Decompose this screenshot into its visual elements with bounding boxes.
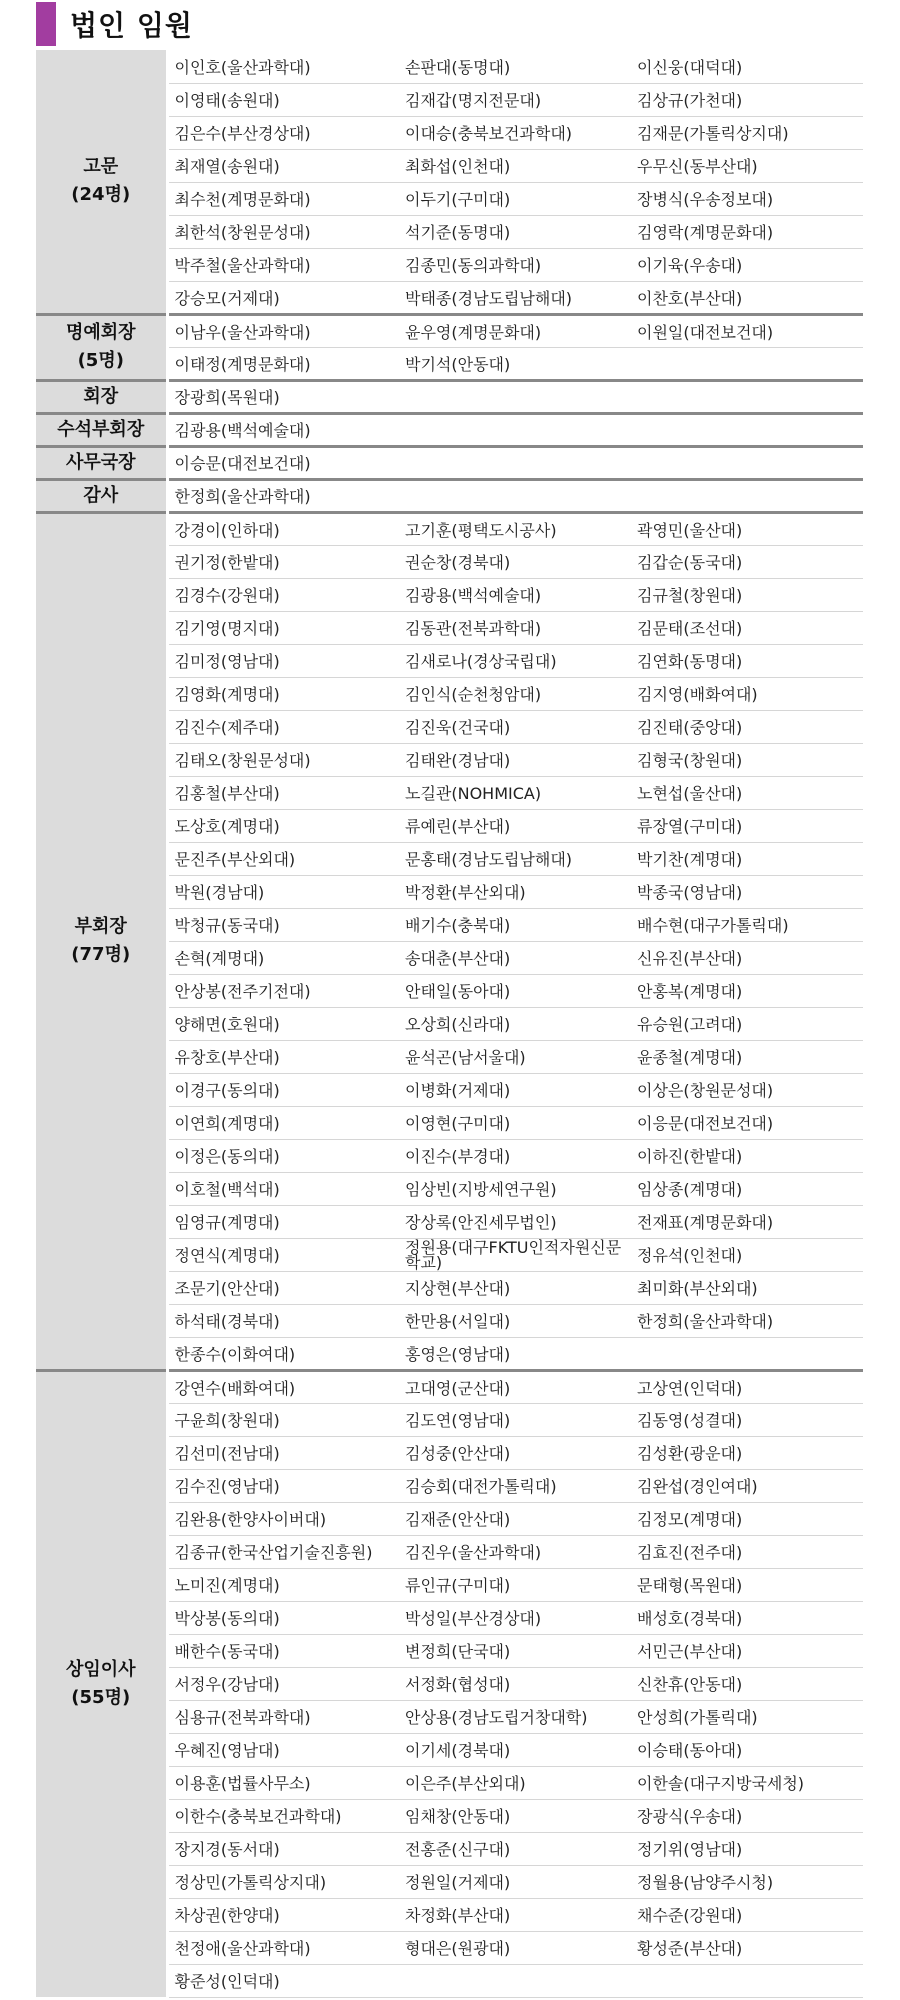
role-name: 수석부회장 bbox=[57, 418, 145, 440]
table-row bbox=[36, 512, 863, 545]
member-cell bbox=[631, 1964, 863, 1997]
member-cell: 이기세(경북대) bbox=[399, 1733, 631, 1766]
member-cell: 장상록(안진세무법인) bbox=[399, 1205, 631, 1238]
member-cell: 류예린(부산대) bbox=[399, 809, 631, 842]
member-cell: 이진수(부경대) bbox=[399, 1139, 631, 1172]
member-cell: 윤석곤(남서울대) bbox=[399, 1040, 631, 1073]
role-count: (24명) bbox=[71, 184, 131, 206]
member-cell: 정기위(영남대) bbox=[631, 1832, 863, 1865]
member-cell: 장광희(목원대) bbox=[167, 380, 399, 413]
role-count: (77명) bbox=[71, 944, 131, 965]
member-cell: 박성일(부산경상대) bbox=[399, 1601, 631, 1634]
member-cell: 김인식(순천청암대) bbox=[399, 677, 631, 710]
member-cell: 강승모(거제대) bbox=[167, 281, 399, 314]
member-cell: 정상민(가톨릭상지대) bbox=[167, 1865, 399, 1898]
member-cell: 김수진(영남대) bbox=[167, 1469, 399, 1502]
member-cell: 김승회(대전가톨릭대) bbox=[399, 1469, 631, 1502]
member-cell: 고기훈(평택도시공사) bbox=[399, 512, 631, 545]
member-cell: 김진태(중앙대) bbox=[631, 710, 863, 743]
table-row bbox=[36, 1370, 863, 1403]
role-name: 부회장 bbox=[74, 916, 127, 938]
member-cell: 이용훈(법률사무소) bbox=[167, 1766, 399, 1799]
member-cell: 강연수(배화여대) bbox=[167, 1370, 399, 1403]
member-cell: 안상용(경남도립거창대학) bbox=[399, 1700, 631, 1733]
member-cell: 이남우(울산과학대) bbox=[167, 314, 399, 347]
member-cell: 배한수(동국대) bbox=[167, 1634, 399, 1667]
title-accent-bar bbox=[36, 2, 56, 46]
member-cell: 우혜진(영남대) bbox=[167, 1733, 399, 1766]
member-cell: 이응문(대전보건대) bbox=[631, 1106, 863, 1139]
member-cell: 박원(경남대) bbox=[167, 875, 399, 908]
member-cell: 서정우(강남대) bbox=[167, 1667, 399, 1700]
member-cell: 배기수(충북대) bbox=[399, 908, 631, 941]
member-cell: 류장열(구미대) bbox=[631, 809, 863, 842]
member-cell: 김동관(전북과학대) bbox=[399, 611, 631, 644]
member-cell: 권기정(한밭대) bbox=[167, 545, 399, 578]
member-cell: 서민근(부산대) bbox=[631, 1634, 863, 1667]
member-cell: 김완섭(경인여대) bbox=[631, 1469, 863, 1502]
table-row bbox=[36, 413, 863, 446]
member-cell: 한만용(서일대) bbox=[399, 1304, 631, 1337]
member-cell: 김종규(한국산업기술진흥원) bbox=[167, 1535, 399, 1568]
member-cell: 안상봉(전주기전대) bbox=[167, 974, 399, 1007]
member-cell: 김광용(백석예술대) bbox=[399, 578, 631, 611]
member-cell: 김재갑(명지전문대) bbox=[399, 83, 631, 116]
table-row bbox=[36, 50, 863, 83]
member-cell: 박종국(영남대) bbox=[631, 875, 863, 908]
member-cell: 박주철(울산과학대) bbox=[167, 248, 399, 281]
member-cell: 손판대(동명대) bbox=[399, 50, 631, 83]
member-cell: 문진주(부산외대) bbox=[167, 842, 399, 875]
member-cell: 오상희(신라대) bbox=[399, 1007, 631, 1040]
role-cell bbox=[36, 314, 167, 380]
member-cell: 하석태(경북대) bbox=[167, 1304, 399, 1337]
member-cell: 박청규(동국대) bbox=[167, 908, 399, 941]
member-cell: 전재표(계명문화대) bbox=[631, 1205, 863, 1238]
role-cell bbox=[36, 380, 167, 413]
member-cell: 한종수(이화여대) bbox=[167, 1337, 399, 1370]
member-cell: 정원일(거제대) bbox=[399, 1865, 631, 1898]
member-cell: 김정모(계명대) bbox=[631, 1502, 863, 1535]
member-cell: 고상연(인덕대) bbox=[631, 1370, 863, 1403]
member-cell: 이정은(동의대) bbox=[167, 1139, 399, 1172]
member-cell: 김홍철(부산대) bbox=[167, 776, 399, 809]
member-cell: 김영화(계명대) bbox=[167, 677, 399, 710]
member-cell: 최미화(부산외대) bbox=[631, 1271, 863, 1304]
member-cell bbox=[631, 347, 863, 380]
member-cell: 이대승(충북보건과학대) bbox=[399, 116, 631, 149]
member-cell: 송대춘(부산대) bbox=[399, 941, 631, 974]
role-cell bbox=[36, 50, 167, 314]
member-cell: 윤종철(계명대) bbox=[631, 1040, 863, 1073]
member-cell: 유창호(부산대) bbox=[167, 1040, 399, 1073]
member-cell bbox=[399, 413, 631, 446]
member-cell: 김성환(광운대) bbox=[631, 1436, 863, 1469]
member-cell: 조문기(안산대) bbox=[167, 1271, 399, 1304]
member-cell: 이상은(창원문성대) bbox=[631, 1073, 863, 1106]
member-cell: 서정화(협성대) bbox=[399, 1667, 631, 1700]
member-cell: 김연화(동명대) bbox=[631, 644, 863, 677]
member-cell bbox=[399, 479, 631, 512]
role-cell bbox=[36, 413, 167, 446]
role-name: 회장 bbox=[83, 385, 119, 407]
member-cell: 배성호(경북대) bbox=[631, 1601, 863, 1634]
member-cell: 최화섭(인천대) bbox=[399, 149, 631, 182]
member-cell: 김선미(전남대) bbox=[167, 1436, 399, 1469]
member-cell: 이기육(우송대) bbox=[631, 248, 863, 281]
member-cell: 박정환(부산외대) bbox=[399, 875, 631, 908]
member-cell: 형대은(원광대) bbox=[399, 1931, 631, 1964]
member-cell: 김기영(명지대) bbox=[167, 611, 399, 644]
member-cell: 이병화(거제대) bbox=[399, 1073, 631, 1106]
member-cell: 이영현(구미대) bbox=[399, 1106, 631, 1139]
member-cell bbox=[631, 1337, 863, 1370]
member-cell: 신찬휴(안동대) bbox=[631, 1667, 863, 1700]
member-cell: 김상규(가천대) bbox=[631, 83, 863, 116]
member-cell: 이인호(울산과학대) bbox=[167, 50, 399, 83]
member-cell: 김지영(배화여대) bbox=[631, 677, 863, 710]
member-cell bbox=[399, 1964, 631, 1997]
member-cell: 안홍복(계명대) bbox=[631, 974, 863, 1007]
member-cell: 김영락(계명문화대) bbox=[631, 215, 863, 248]
member-cell: 우무신(동부산대) bbox=[631, 149, 863, 182]
member-cell: 안태일(동아대) bbox=[399, 974, 631, 1007]
member-cell: 이승태(동아대) bbox=[631, 1733, 863, 1766]
role-cell bbox=[36, 479, 167, 512]
member-cell: 구윤희(창원대) bbox=[167, 1403, 399, 1436]
table-row bbox=[36, 446, 863, 479]
member-cell: 김진수(제주대) bbox=[167, 710, 399, 743]
member-cell: 정연식(계명대) bbox=[167, 1238, 399, 1271]
table-row bbox=[36, 479, 863, 512]
member-cell: 이찬호(부산대) bbox=[631, 281, 863, 314]
role-count: (5명) bbox=[77, 350, 124, 371]
member-cell: 차상권(한양대) bbox=[167, 1898, 399, 1931]
member-cell: 김문태(조선대) bbox=[631, 611, 863, 644]
member-cell: 안성희(가톨릭대) bbox=[631, 1700, 863, 1733]
role-count: (55명) bbox=[71, 1687, 131, 1708]
member-cell: 신유진(부산대) bbox=[631, 941, 863, 974]
member-cell: 김진욱(건국대) bbox=[399, 710, 631, 743]
member-cell: 문태형(목원대) bbox=[631, 1568, 863, 1601]
member-cell bbox=[631, 380, 863, 413]
member-cell: 황준성(인덕대) bbox=[167, 1964, 399, 1997]
role-name: 사무국장 bbox=[65, 451, 136, 473]
member-cell: 지상현(부산대) bbox=[399, 1271, 631, 1304]
member-cell: 김은수(부산경상대) bbox=[167, 116, 399, 149]
member-cell: 박태종(경남도립남해대) bbox=[399, 281, 631, 314]
member-cell: 곽영민(울산대) bbox=[631, 512, 863, 545]
member-cell: 김경수(강원대) bbox=[167, 578, 399, 611]
member-cell: 전홍준(신구대) bbox=[399, 1832, 631, 1865]
member-cell: 황성준(부산대) bbox=[631, 1931, 863, 1964]
member-cell: 박상봉(동의대) bbox=[167, 1601, 399, 1634]
member-cell: 김형국(창원대) bbox=[631, 743, 863, 776]
role-cell bbox=[36, 446, 167, 479]
member-cell bbox=[631, 446, 863, 479]
member-cell: 문홍태(경남도립남해대) bbox=[399, 842, 631, 875]
member-cell: 김재준(안산대) bbox=[399, 1502, 631, 1535]
role-name: 명예회장 bbox=[65, 322, 136, 344]
member-cell bbox=[631, 413, 863, 446]
member-cell: 정월용(남양주시청) bbox=[631, 1865, 863, 1898]
member-cell: 이신웅(대덕대) bbox=[631, 50, 863, 83]
member-cell: 양해면(호원대) bbox=[167, 1007, 399, 1040]
member-cell: 최수천(계명문화대) bbox=[167, 182, 399, 215]
member-cell: 이승문(대전보건대) bbox=[167, 446, 399, 479]
role-name: 상임이사 bbox=[65, 1659, 136, 1681]
member-cell: 차정화(부산대) bbox=[399, 1898, 631, 1931]
member-cell: 이경구(동의대) bbox=[167, 1073, 399, 1106]
member-cell: 김완용(한양사이버대) bbox=[167, 1502, 399, 1535]
member-cell: 김새로나(경상국립대) bbox=[399, 644, 631, 677]
member-cell: 김동영(성결대) bbox=[631, 1403, 863, 1436]
member-cell: 이태정(계명문화대) bbox=[167, 347, 399, 380]
member-cell: 정원용(대구FKTU인적자원신문학교) bbox=[399, 1238, 631, 1271]
member-cell: 정유석(인천대) bbox=[631, 1238, 863, 1271]
member-cell: 홍영은(영남대) bbox=[399, 1337, 631, 1370]
member-cell: 채수준(강원대) bbox=[631, 1898, 863, 1931]
member-cell: 이호철(백석대) bbox=[167, 1172, 399, 1205]
member-cell: 장병식(우송정보대) bbox=[631, 182, 863, 215]
member-cell: 장광식(우송대) bbox=[631, 1799, 863, 1832]
page-title: 법인 임원 bbox=[70, 9, 193, 42]
member-cell: 이연희(계명대) bbox=[167, 1106, 399, 1139]
member-cell: 변정희(단국대) bbox=[399, 1634, 631, 1667]
member-cell: 박기찬(계명대) bbox=[631, 842, 863, 875]
member-cell: 이원일(대전보건대) bbox=[631, 314, 863, 347]
member-cell: 김태오(창원문성대) bbox=[167, 743, 399, 776]
member-cell: 최재열(송원대) bbox=[167, 149, 399, 182]
member-cell: 김미정(영남대) bbox=[167, 644, 399, 677]
table-row bbox=[36, 380, 863, 413]
member-cell: 강경이(인하대) bbox=[167, 512, 399, 545]
member-cell: 이한수(충북보건과학대) bbox=[167, 1799, 399, 1832]
member-cell: 손혁(계명대) bbox=[167, 941, 399, 974]
member-cell: 임영규(계명대) bbox=[167, 1205, 399, 1238]
member-cell: 김진우(울산과학대) bbox=[399, 1535, 631, 1568]
member-cell: 이한솔(대구지방국세청) bbox=[631, 1766, 863, 1799]
member-cell: 배수현(대구가톨릭대) bbox=[631, 908, 863, 941]
member-cell: 고대영(군산대) bbox=[399, 1370, 631, 1403]
page-header bbox=[36, 2, 193, 46]
member-cell: 천정애(울산과학대) bbox=[167, 1931, 399, 1964]
member-cell: 김광용(백석예술대) bbox=[167, 413, 399, 446]
member-cell bbox=[631, 479, 863, 512]
member-cell: 김규철(창원대) bbox=[631, 578, 863, 611]
member-cell: 노길관(NOHMICA) bbox=[399, 776, 631, 809]
member-cell: 노현섭(울산대) bbox=[631, 776, 863, 809]
member-cell: 김성중(안산대) bbox=[399, 1436, 631, 1469]
member-cell: 심용규(전북과학대) bbox=[167, 1700, 399, 1733]
member-cell: 김태완(경남대) bbox=[399, 743, 631, 776]
member-cell: 유승원(고려대) bbox=[631, 1007, 863, 1040]
member-cell: 이은주(부산외대) bbox=[399, 1766, 631, 1799]
member-cell: 임상빈(지방세연구원) bbox=[399, 1172, 631, 1205]
role-cell bbox=[36, 512, 167, 1370]
member-cell: 윤우영(계명문화대) bbox=[399, 314, 631, 347]
member-cell: 이하진(한밭대) bbox=[631, 1139, 863, 1172]
member-cell: 김종민(동의과학대) bbox=[399, 248, 631, 281]
member-cell: 이영태(송원대) bbox=[167, 83, 399, 116]
member-cell: 노미진(계명대) bbox=[167, 1568, 399, 1601]
member-cell: 한정희(울산과학대) bbox=[631, 1304, 863, 1337]
member-cell: 류인규(구미대) bbox=[399, 1568, 631, 1601]
member-cell: 김효진(전주대) bbox=[631, 1535, 863, 1568]
member-cell: 도상호(계명대) bbox=[167, 809, 399, 842]
role-cell bbox=[36, 1370, 167, 1997]
member-cell: 이두기(구미대) bbox=[399, 182, 631, 215]
member-cell: 임상종(계명대) bbox=[631, 1172, 863, 1205]
member-cell: 김갑순(동국대) bbox=[631, 545, 863, 578]
member-cell: 박기석(안동대) bbox=[399, 347, 631, 380]
member-cell: 김재문(가톨릭상지대) bbox=[631, 116, 863, 149]
table-row bbox=[36, 314, 863, 347]
member-cell: 임채창(안동대) bbox=[399, 1799, 631, 1832]
member-cell bbox=[399, 446, 631, 479]
member-cell: 김도연(영남대) bbox=[399, 1403, 631, 1436]
officers-table bbox=[36, 50, 863, 1998]
role-name: 감사 bbox=[83, 484, 119, 506]
member-cell: 장지경(동서대) bbox=[167, 1832, 399, 1865]
role-name: 고문 bbox=[83, 156, 119, 178]
member-cell: 석기준(동명대) bbox=[399, 215, 631, 248]
member-cell bbox=[399, 380, 631, 413]
member-cell: 권순창(경북대) bbox=[399, 545, 631, 578]
member-cell: 최한석(창원문성대) bbox=[167, 215, 399, 248]
member-cell: 한정희(울산과학대) bbox=[167, 479, 399, 512]
